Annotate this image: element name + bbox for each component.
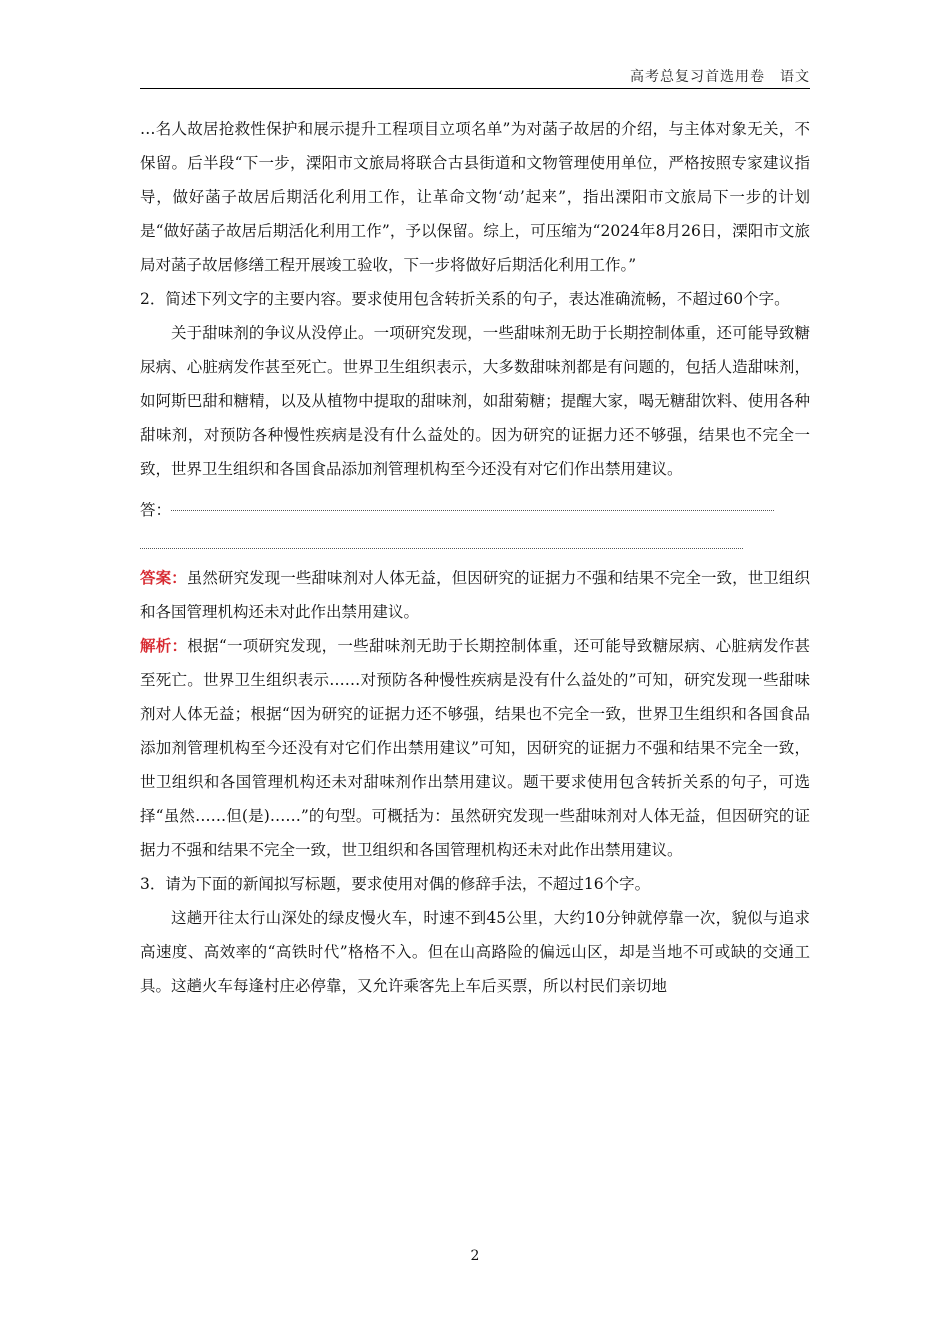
analysis-label: 解析： xyxy=(140,636,188,655)
question-3-passage: 这趟开往太行山深处的绿皮慢火车，时速不到45公里，大约10分钟就停靠一次，貌似与追求高速度、高效率的“高铁时代”格格不入。但在山高路险的偏远山区，却是当地不可或缺的交通工具。这趟火车每逢村庄必停靠，又允许乘客先上车后买票，所以村民们亲切地 xyxy=(140,909,810,995)
analysis-paragraph xyxy=(140,629,810,867)
question-2-passage: 关于甜味剂的争议从没停止。一项研究发现，一些甜味剂无助于长期控制体重，还可能导致糖尿病、心脏病发作甚至死亡。世界卫生组织表示，大多数甜味剂都是有问题的，包括人造甜味剂，如阿斯巴甜和糖精，以及从植物中提取的甜味剂，如甜菊糖；提醒大家，喝无糖甜饮料、使用各种甜味剂，对预防各种慢性疾病是没有什么益处的。因为研究的证据力还不够强，结果也不完全一致，世界卫生组织和各国食品添加剂管理机构至今还没有对它们作出禁用建议。 xyxy=(140,324,810,478)
answer-paragraph xyxy=(140,561,810,629)
answer-blank-line-1 xyxy=(140,486,810,520)
question-3: 3．请为下面的新闻拟写标题，要求使用对偶的修辞手法，不超过16个字。 xyxy=(140,875,651,893)
answer-label: 答案： xyxy=(140,568,187,587)
answer-text: 虽然研究发现一些甜味剂对人体无益，但因研究的证据力不强和结果不完全一致，世卫组织和各国管理机构还未对此作出禁用建议。 xyxy=(140,569,810,621)
page-content xyxy=(140,112,810,1003)
analysis-text: 根据“一项研究发现，一些甜味剂无助于长期控制体重，还可能导致糖尿病、心脏病发作甚至死亡。世界卫生组织表示……对预防各种慢性疾病是没有什么益处的”可知，研究发现一些甜味剂对人体无益；根据“因为研究的证据力还不够强，结果也不完全一致，世界卫生组织和各国食品添加剂管理机构至今还没有对它们作出禁用建议”可知，因研究的证据力不强和结果不完全一致，世卫组织和各国管理机构还未对甜味剂作出禁用建议。题干要求使用包含转折关系的句子，可选择“虽然……但(是)……”的句型。可概括为：虽然研究发现一些甜味剂对人体无益，但因研究的证据力不强和结果不完全一致，世卫组织和各国管理机构还未对此作出禁用建议。 xyxy=(140,637,810,859)
dotted-line xyxy=(171,510,774,511)
answer-prompt: 答： xyxy=(140,501,172,519)
page-number: 2 xyxy=(470,1248,480,1264)
paragraph-continuation: …名人故居抢救性保护和展示提升工程项目立项名单”为对菡子故居的介绍，与主体对象无关，不保留。后半段“下一步，溧阳市文旅局将联合古县街道和文物管理使用单位，严格按照专家建议指导，做好菡子故居后期活化利用工作，让革命文物‘动’起来”，指出溧阳市文旅局下一步的计划是“做好菡子故居后期活化利用工作”，予以保留。综上，可压缩为“2024年8月26日，溧阳市文旅局对菡子故居修缮工程开展竣工验收，下一步将做好后期活化利用工作。” xyxy=(140,120,810,274)
answer-blank-line-2 xyxy=(140,520,743,549)
question-2: 2．简述下列文字的主要内容。要求使用包含转折关系的句子，表达准确流畅，不超过60个字。 xyxy=(140,290,790,308)
running-header: 高考总复习首选用卷 语文 xyxy=(630,69,810,85)
header-rule xyxy=(140,88,810,89)
